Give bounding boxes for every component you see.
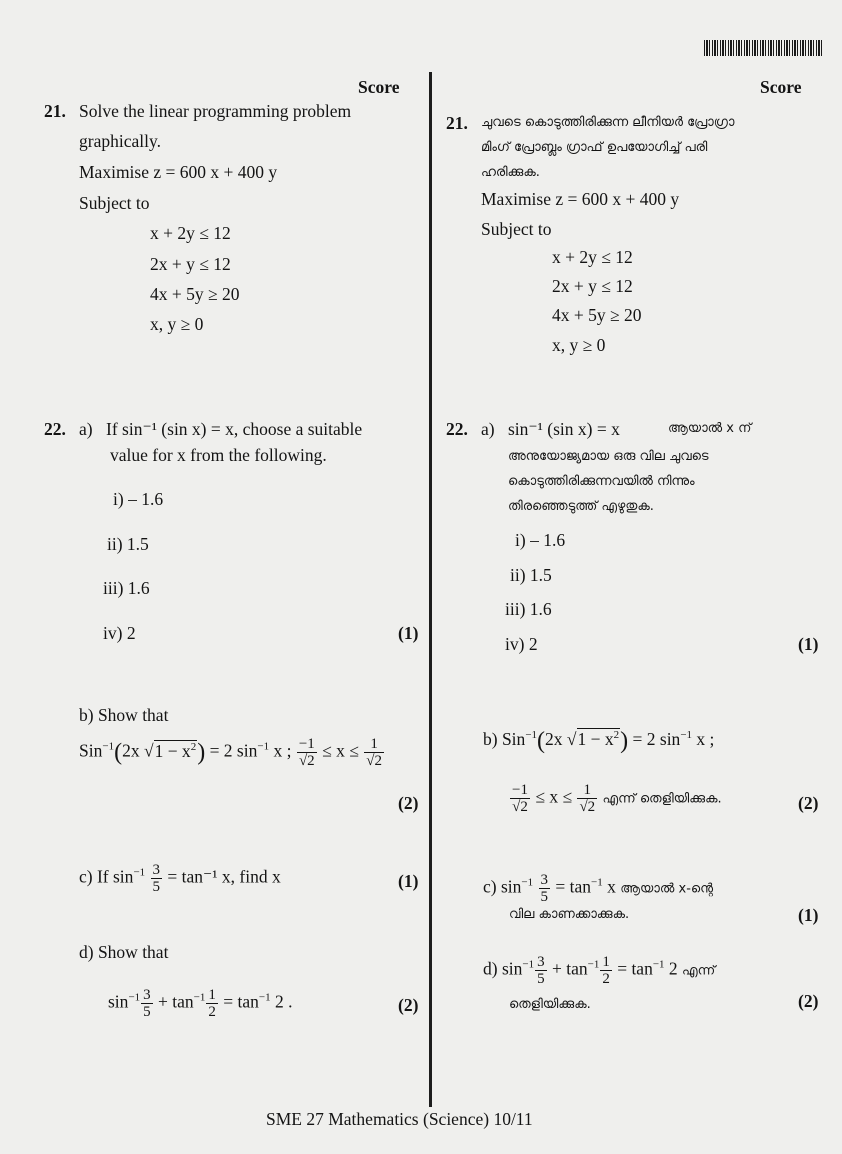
- ml-q21-line1: ചുവടെ കൊടുത്തിരിക്കുന്ന ലീനിയർ പ്രോഗ്രാ: [481, 115, 735, 130]
- ml-q21-constraint-4: x, y ≥ 0: [552, 335, 606, 355]
- ml-q22c-marks: (1): [798, 905, 819, 925]
- ml-q22a-math: sin⁻¹ (sin x) = x: [508, 419, 620, 439]
- q22a-line1: If sin⁻¹ (sin x) = x, choose a suitable: [106, 419, 363, 439]
- ml-q22a-option-4: iv) 2: [505, 634, 538, 654]
- q22b-intro: b) Show that: [79, 705, 169, 725]
- ml-q22d-rest: എന്ന്: [682, 963, 716, 979]
- ml-q22a-label: a): [481, 419, 495, 439]
- ml-q21-constraint-3: 4x + 5y ≥ 20: [552, 305, 642, 325]
- q21-objective: Maximise z = 600 x + 400 y: [79, 162, 278, 182]
- q22-number: 22.: [44, 419, 66, 439]
- ml-q21-number: 21.: [446, 113, 468, 133]
- q22b-marks: (2): [398, 793, 419, 813]
- q22a-line2: value for x from the following.: [110, 445, 327, 465]
- ml-q22c-rest: ആയാൽ x-ന്റെ: [620, 881, 714, 897]
- q22c-text2: = tan⁻¹ x, find x: [167, 866, 281, 887]
- ml-q22a-line4: തിരഞ്ഞെടുത്ത് എഴുതുക.: [508, 499, 654, 514]
- q22a-option-1: i) – 1.6: [113, 489, 164, 509]
- q21-line2: graphically.: [79, 131, 161, 151]
- barcode: [704, 40, 822, 56]
- q21-constraint-1: x + 2y ≤ 12: [150, 223, 231, 243]
- ml-q22c-question: c) $\sin^{-1}$ $\frac{3}{5}$ = $\tan^{-1} x$ ആയാൽ x-ന്റെ: [483, 872, 714, 905]
- q22c-question: c) If $\sin^{-1}$ $\frac{3}{5}$ = tan⁻¹ x, find x: [79, 862, 281, 895]
- q22a-option-4: iv) 2: [103, 623, 136, 643]
- ml-q22b-label: b): [483, 729, 498, 749]
- ml-q21-line2: മിംഗ് പ്രോബ്ലം ഗ്രാഫ് ഉപയോഗിച്ച് പരി: [481, 140, 708, 155]
- q21-line1: Solve the linear programming problem: [79, 101, 352, 121]
- page-footer: SME 27 Mathematics (Science) 10/11: [266, 1109, 533, 1129]
- q22a-option-2: ii) 1.5: [107, 534, 149, 554]
- q22c-text: c) If sin: [79, 866, 134, 887]
- ml-q21-line3: ഹരിക്കുക.: [481, 165, 540, 180]
- ml-q22b-range: $\frac{-1}{√2}$ ≤ x ≤ $\frac{1}{√2}$ എന്ന് തെളിയിക്കുക.: [512, 782, 722, 815]
- column-divider: [429, 72, 432, 1107]
- q21-constraint-3: 4x + 5y ≥ 20: [150, 284, 240, 304]
- ml-q22b-equation: b) Sin$^{-1}$(2x $√1 - x^2) = 2$ $\sin^{-1} x$ ;: [483, 727, 715, 754]
- ml-q21-constraint-1: x + 2y ≤ 12: [552, 247, 633, 267]
- ml-q22-number: 22.: [446, 419, 468, 439]
- ml-q22a-line2: അനുയോജ്യമായ ഒരു വില ചുവടെ: [508, 449, 709, 464]
- ml-q22a-option-1: i) – 1.6: [515, 530, 566, 550]
- ml-q22b-tail: എന്ന് തെളിയിക്കുക.: [602, 791, 722, 807]
- ml-q21-subject: Subject to: [481, 219, 552, 239]
- ml-q22a-marks: (1): [798, 634, 819, 654]
- q22d-marks: (2): [398, 995, 419, 1015]
- ml-q21-constraint-2: 2x + y ≤ 12: [552, 276, 633, 296]
- score-header-left: Score: [358, 77, 400, 97]
- ml-q22a-rest: ആയാൽ x ന്: [668, 421, 752, 436]
- ml-q22a-line3: കൊടുത്തിരിക്കുന്നവയിൽ നിന്നും: [508, 474, 695, 489]
- q22a-label: a): [79, 419, 93, 439]
- ml-q22c-label: c): [483, 876, 497, 897]
- ml-q22a-option-3: iii) 1.6: [505, 599, 552, 619]
- q22d-intro: d) Show that: [79, 942, 169, 962]
- ml-q22a-option-2: ii) 1.5: [510, 565, 552, 585]
- ml-q22d-line2: തെളിയിക്കുക.: [509, 997, 591, 1012]
- q21-number: 21.: [44, 101, 66, 121]
- score-header-right: Score: [760, 77, 802, 97]
- ml-q22c-line2: വില കാണക്കാക്കുക.: [509, 907, 630, 922]
- q21-constraint-2: 2x + y ≤ 12: [150, 254, 231, 274]
- q22a-option-3: iii) 1.6: [103, 578, 150, 598]
- q22a-marks: (1): [398, 623, 419, 643]
- q21-constraint-4: x, y ≥ 0: [150, 314, 204, 334]
- ml-q21-objective: Maximise z = 600 x + 400 y: [481, 189, 680, 209]
- q22b-equation: Sin$^{-1}$(2x $√1 - x^2) = 2$ $\sin^{-1} x$ ; $\frac{-1}{√2}$ ≤ x ≤ $\frac{1}{√2}$: [79, 736, 382, 769]
- q21-subject: Subject to: [79, 193, 150, 213]
- ml-q22b-marks: (2): [798, 793, 819, 813]
- q22d-equation: $\sin^{-1}$ $\frac{3}{5}$ + $\tan^{-1}$ $\frac{1}{2}$ = $\tan^{-1} 2$ .: [108, 987, 293, 1020]
- ml-q22d-equation: d) $\sin^{-1}$ $\frac{3}{5}$ + $\tan^{-1}$ $\frac{1}{2}$ = $\tan^{-1} 2$ എന്ന്: [483, 954, 716, 987]
- ml-q22d-label: d): [483, 958, 498, 979]
- ml-q22d-marks: (2): [798, 991, 819, 1011]
- q22c-marks: (1): [398, 871, 419, 891]
